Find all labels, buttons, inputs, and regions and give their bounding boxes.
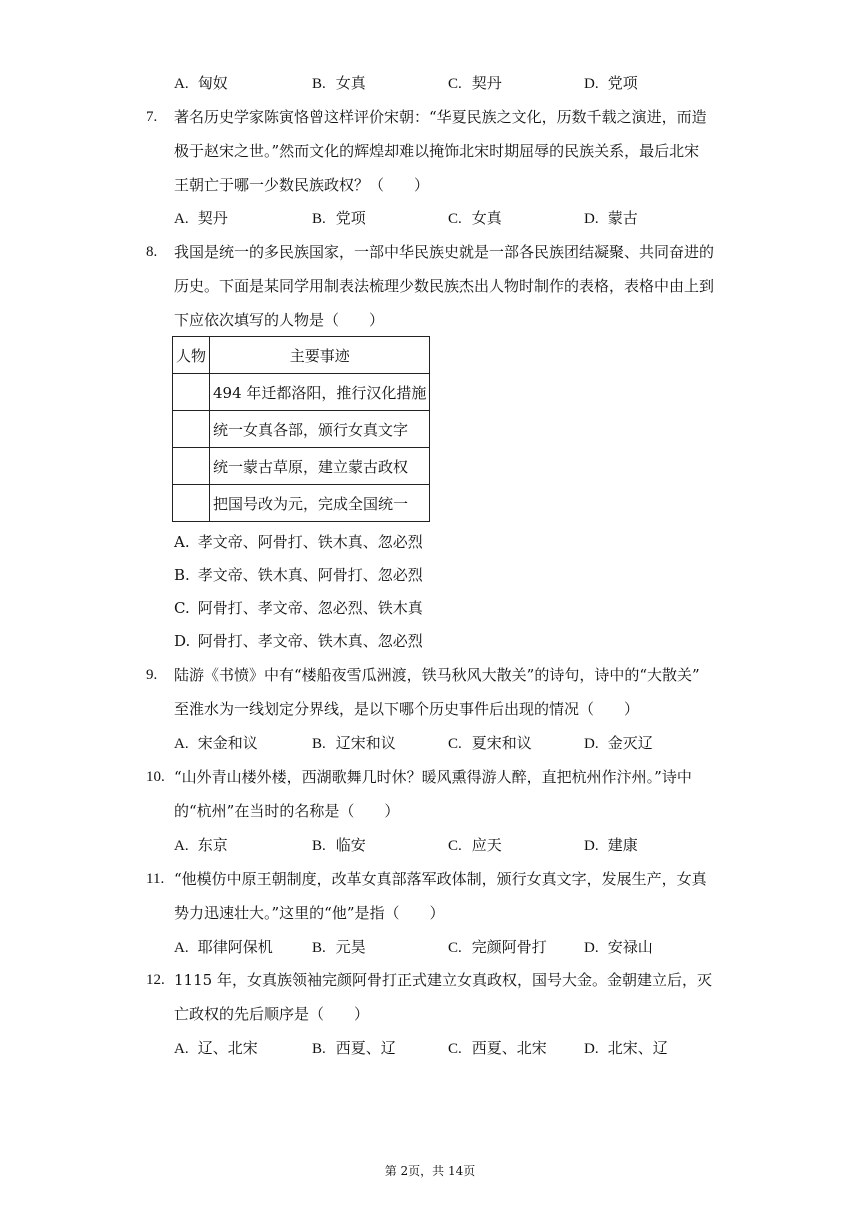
option-a: A. 契丹 — [174, 209, 228, 227]
question-number: 7. — [146, 109, 158, 125]
question-text: 王朝亡于哪一少数民族政权？（ ） — [174, 176, 430, 194]
option-d: D. 建康 — [584, 836, 638, 854]
question-text: 陆游《书愤》中有“楼船夜雪瓜洲渡，铁马秋风大散关”的诗句，诗中的“大散关” — [174, 666, 700, 684]
question-text: 至淮水为一线划定分界线，是以下哪个历史事件后出现的情况（ ） — [174, 700, 640, 718]
question-text: 历史。下面是某同学用制表法梳理少数民族杰出人物时制作的表格，表格中由上到 — [174, 277, 715, 295]
option-b: B. 西夏、辽 — [312, 1039, 396, 1057]
table-cell-blank — [173, 411, 210, 448]
option-d: D. 北宋、辽 — [584, 1039, 668, 1057]
table-cell-blank — [173, 485, 210, 522]
option-b: B. 临安 — [312, 836, 366, 854]
option-b: B. 党项 — [312, 209, 366, 227]
table-cell: 把国号改为元，完成全国统一 — [210, 485, 430, 522]
table-cell-blank — [173, 448, 210, 485]
question-text: 著名历史学家陈寅恪曾这样评价宋朝：“华夏民族之文化，历数千载之演进，而造 — [174, 108, 707, 126]
table-row — [173, 374, 430, 411]
question-number: 12. — [146, 972, 165, 988]
table-row — [173, 485, 430, 522]
table-row — [173, 411, 430, 448]
page-footer: 第 2页，共 14页 — [384, 1164, 476, 1178]
question-text: 的“杭州”在当时的名称是（ ） — [174, 802, 400, 820]
option-c: C. 契丹 — [448, 74, 502, 92]
table-cell-blank — [173, 374, 210, 411]
option-c: C. 完颜阿骨打 — [448, 938, 547, 956]
question-text: 极于赵宋之世。”然而文化的辉煌却难以掩饰北宋时期屈辱的民族关系，最后北宋 — [174, 142, 700, 160]
option-a: A. 耶律阿保机 — [174, 938, 273, 956]
table-cell: 统一女真各部，颁行女真文字 — [210, 411, 430, 448]
table-cell: 统一蒙古草原，建立蒙古政权 — [210, 448, 430, 485]
option-d: D. 金灭辽 — [584, 734, 653, 752]
option-a: A. 孝文帝、阿骨打、铁木真、忽必烈 — [174, 533, 423, 551]
option-a: A. 宋金和议 — [174, 734, 258, 752]
question-number: 10. — [146, 769, 165, 785]
option-c: C. 应天 — [448, 836, 502, 854]
option-a: A. 匈奴 — [174, 74, 228, 92]
question-text: 亡政权的先后顺序是（ ） — [174, 1005, 370, 1023]
figures-table — [172, 336, 430, 522]
question-number: 8. — [146, 244, 158, 260]
option-b: B. 辽宋和议 — [312, 734, 396, 752]
option-d: D. 党项 — [584, 74, 638, 92]
option-d: D. 阿骨打、孝文帝、铁木真、忽必烈 — [174, 632, 423, 650]
table-row — [173, 448, 430, 485]
option-c: C. 女真 — [448, 209, 502, 227]
option-b: B. 女真 — [312, 74, 366, 92]
question-text: 下应依次填写的人物是（ ） — [174, 311, 385, 329]
table-header-cell: 主要事迹 — [210, 337, 430, 374]
option-c: C. 西夏、北宋 — [448, 1039, 547, 1057]
option-d: D. 蒙古 — [584, 209, 638, 227]
question-text: “山外青山楼外楼，西湖歌舞几时休？暖风熏得游人醉，直把杭州作汴州。”诗中 — [174, 768, 692, 786]
table-header-row — [173, 337, 430, 374]
question-text: 我国是统一的多民族国家，一部中华民族史就是一部各民族团结凝聚、共同奋进的 — [174, 243, 715, 261]
option-b: B. 孝文帝、铁木真、阿骨打、忽必烈 — [174, 566, 423, 584]
option-a: A. 东京 — [174, 836, 228, 854]
option-a: A. 辽、北宋 — [174, 1039, 258, 1057]
question-number: 11. — [146, 871, 165, 887]
question-text: “他模仿中原王朝制度，改革女真部落军政体制，颁行女真文字，发展生产，女真 — [174, 870, 707, 888]
question-text: 1115 年，女真族领袖完颜阿骨打正式建立女真政权，国号大金。金朝建立后，灭 — [174, 971, 712, 989]
option-c: C. 夏宋和议 — [448, 734, 532, 752]
option-b: B. 元昊 — [312, 938, 366, 956]
option-d: D. 安禄山 — [584, 938, 653, 956]
question-text: 势力迅速壮大。”这里的“他”是指（ ） — [174, 904, 445, 922]
table-header-cell: 人物 — [173, 337, 210, 374]
option-c: C. 阿骨打、孝文帝、忽必烈、铁木真 — [174, 599, 423, 617]
table-cell: 494 年迁都洛阳，推行汉化措施 — [210, 374, 430, 411]
question-number: 9. — [146, 667, 158, 683]
